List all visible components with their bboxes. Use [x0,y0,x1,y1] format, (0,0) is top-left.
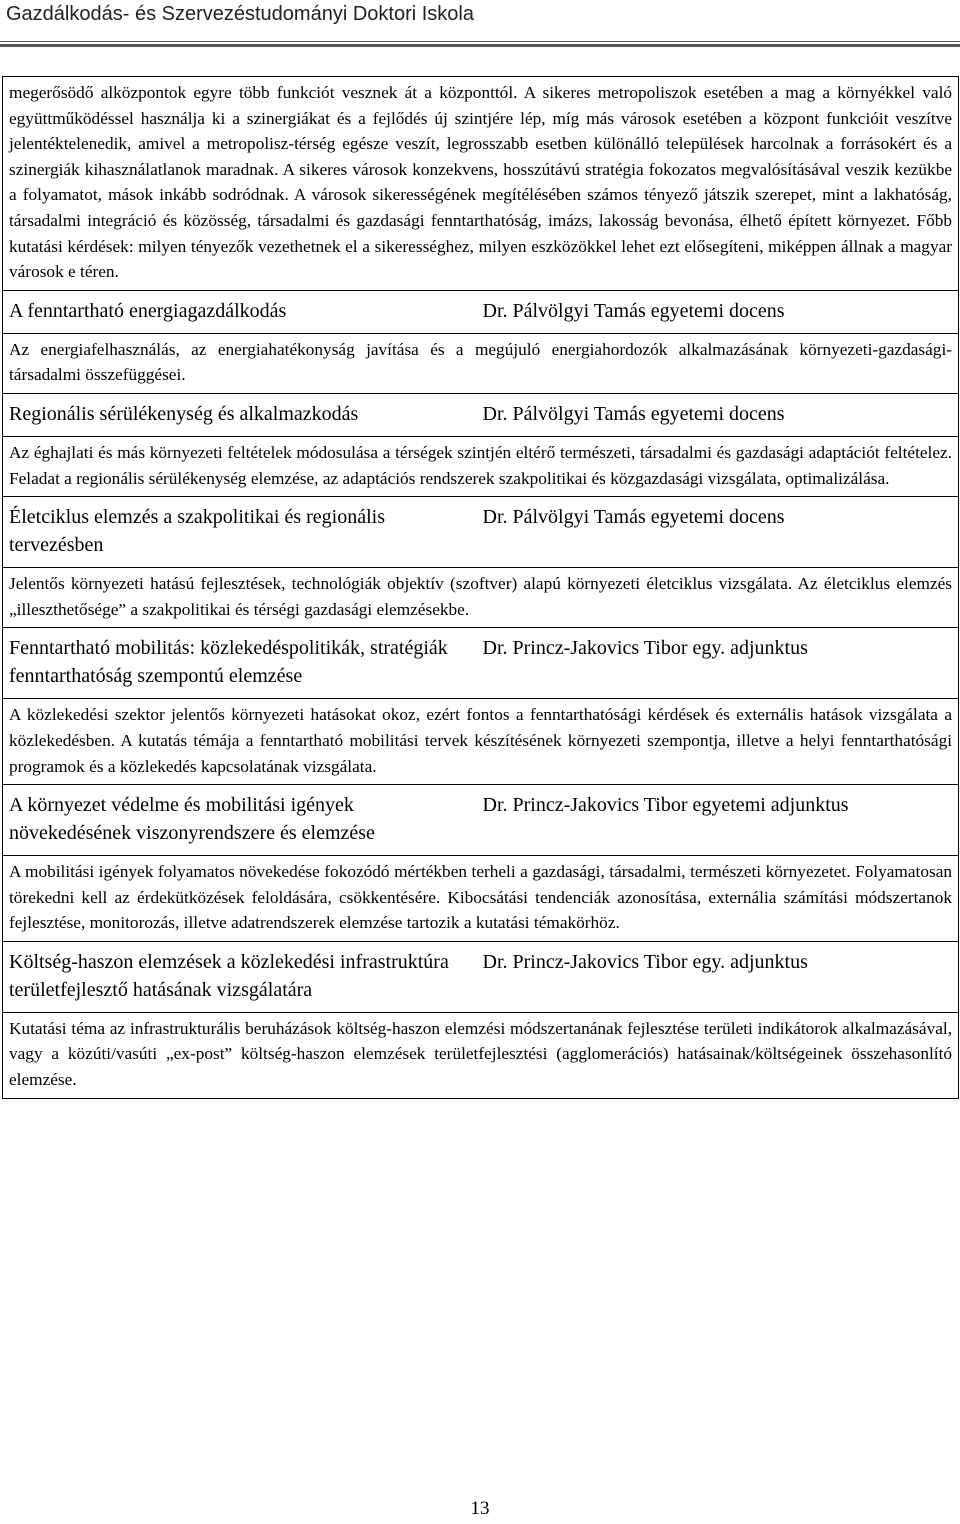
topic-lecturer: Dr. Pálvölgyi Tamás egyetemi docens [475,290,959,333]
page-header-title: Gazdálkodás- és Szervezéstudományi Doktori Iskola [6,3,474,25]
topic-header-row [3,393,959,436]
topic-header-row [3,941,959,1012]
topic-title: A környezet védelme és mobilitási igények növekedésének viszonyrendszere és elemzése [3,785,475,856]
topic-description: A mobilitási igények folyamatos növekedése fokozódó mértékben terheli a gazdasági, társadalmi, természeti környezetet. Folyamatosan törekedni kell az érdekütközések feloldására, csökkentésére. Kibocsátási tendenciák azonosítása, externália számítási módszertanok fejlesztése, monitorozás, illetve adatrendszerek elemzése tartozik a kutatási témakörhöz. [3,856,959,942]
topic-lecturer: Dr. Pálvölgyi Tamás egyetemi docens [475,497,959,568]
topic-title: Költség-haszon elemzések a közlekedési infrastruktúra területfejlesztő hatásának vizsgálatára [3,941,475,1012]
topic-lecturer: Dr. Princz-Jakovics Tibor egy. adjunktus [475,628,959,699]
topic-title: Regionális sérülékenység és alkalmazkodás [3,393,475,436]
topic-title: Fenntartható mobilitás: közlekedéspolitikák, stratégiák fenntarthatóság szempontú elemzése [3,628,475,699]
topic-description-row [3,333,959,393]
topic-description-row [3,1012,959,1098]
topic-description: A közlekedési szektor jelentős környezeti hatásokat okoz, ezért fontos a fenntarthatósági kérdések és externális hatások vizsgálata a közlekedésben. A kutatás témája a fenntartható mobilitási tervek készítésének környezeti szempontja, illetve a helyi fenntarthatósági programok és a közlekedés kapcsolatának vizsgálata. [3,699,959,785]
topic-lecturer: Dr. Princz-Jakovics Tibor egy. adjunktus [475,941,959,1012]
topics-table [2,76,959,1099]
topic-description-row [3,699,959,785]
topic-header-row [3,785,959,856]
topic-description-row [3,436,959,496]
topic-header-row [3,497,959,568]
topic-description: Az éghajlati és más környezeti feltételek módosulása a térségek szintjén eltérő természeti, társadalmi és gazdasági adaptációt feltételez. Feladat a regionális sérülékenység elemzése, az adaptációs rendszerek szakpolitikai és közgazdasági vizsgálata, optimalizálása. [3,436,959,496]
topic-description: Az energiafelhasználás, az energiahatékonyság javítása és a megújuló energiahordozók alkalmazásának környezeti-gazdasági-társadalmi összefüggései. [3,333,959,393]
topic-lecturer: Dr. Pálvölgyi Tamás egyetemi docens [475,393,959,436]
header-divider-thick [0,44,960,47]
topic-header-row [3,290,959,333]
intro-text: megerősödő alközpontok egyre több funkciót vesznek át a központtól. A sikeres metropoliszok esetében a mag a környékkel való együttműködéssel használja ki a szinergiákat és a fejlődés új szintjére lép, míg más városok esetében a központ funkcióit veszítve jelentéktelenedik, amivel a metropolisz-térség egésze veszít, legrosszabb esetben különálló települések harcolnak a forrásokért és a szinergiák kihasználatlanok maradnak. A sikeres városok konzekvens, hosszútávú stratégia fokozatos megvalósításával veszik kezükbe a folyamatot, mások inkább sodródnak. A városok sikerességének megítélésében számos tényező játszik szerepet, mint a lakhatóság, társadalmi integráció és közösség, társadalmi és gazdasági fenntarthatóság, imázs, lakosság bevonása, élhető épített környezet. Főbb kutatási kérdések: milyen tényezők vezethetnek el a sikerességhez, milyen eszközökkel lehet ezt elősegíteni, miképpen állnak a magyar városok e téren. [3,77,959,291]
header-divider-thin [0,41,960,42]
topic-header-row [3,628,959,699]
page-number: 13 [470,1498,490,1519]
topic-description-row [3,568,959,628]
topic-title: Életciklus elemzés a szakpolitikai és regionális tervezésben [3,497,475,568]
intro-row [3,77,959,291]
topic-description: Jelentős környezeti hatású fejlesztések, technológiák objektív (szoftver) alapú környezeti életciklus vizsgálata. Az életciklus elemzés „illeszthetősége” a szakpolitikai és térségi gazdasági elemzésekbe. [3,568,959,628]
topic-title: A fenntartható energiagazdálkodás [3,290,475,333]
topic-lecturer: Dr. Princz-Jakovics Tibor egyetemi adjunktus [475,785,959,856]
topic-description-row [3,856,959,942]
topic-description: Kutatási téma az infrastrukturális beruházások költség-haszon elemzési módszertanának fejlesztése területi indikátorok alkalmazásával, vagy a közúti/vasúti „ex-post” költség-haszon elemzések területfejlesztési (agglomerációs) hatásainak/költségeinek összehasonlító elemzése. [3,1012,959,1098]
